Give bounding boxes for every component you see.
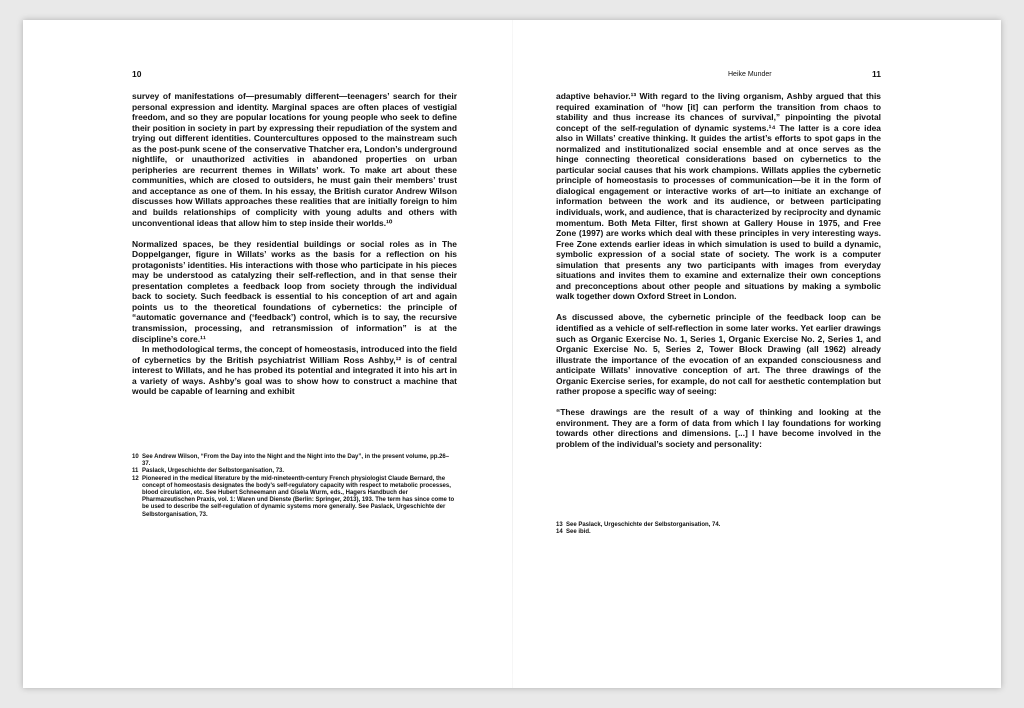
footnote-text: Paslack, Urgeschichte der Selbstorganisation, 73.	[142, 468, 285, 475]
body-text	[556, 91, 881, 450]
footnote-text: Pioneered in the medical literature by the mid-nineteenth-century French physiologist Claude Bernard, the concept of homeostasis designates the body’s self-regulatory capacity with respect to metabolic processes, blood circulation, etc. See Hubert Schneemann and Gisela Wurm, eds., Hagers Handbuch der Pharmazeutischen Praxis, vol. 1: Waren und Dienste (Berlin: Springer, 2013), 193. The term has since come to be used to describe the self-regulation of dynamic systems more generally. See Paslack, Urgeschichte der Selbstorganisation, 73.	[142, 475, 455, 518]
right-page	[512, 20, 1001, 688]
book-spread	[23, 20, 1001, 688]
footnote	[132, 454, 457, 468]
left-page	[23, 20, 512, 688]
paragraph: As discussed above, the cybernetic principle of the feedback loop can be identified as a vehicle of self-reflection in some later works. Yet earlier drawings such as Organic Exercise No. 1, Series 1, Organic Exercise No. 2, Series 1, and Organic Exercise No. 5, Series 2, Tower Block Drawing (all 1962) already illustrate the importance of the evocation of an expanded consciousness and anticipate Willats’ innovative conception of art. The three drawings of the Organic Exercise series, for example, do not call for aesthetic contemplation but rather propose a specific way of seeing:	[556, 312, 881, 397]
footnote-text: See Andrew Wilson, “From the Day into the Night and the Night into the Day”, in the present volume, pp.26–37.	[142, 454, 450, 468]
body-text	[132, 91, 457, 397]
paragraph: Normalized spaces, be they residential buildings or social roles as in The Doppelganger, figure in Willats’ works as the basis for a reflection on his protagonists’ identities. His interactions with those who participate in his pieces may be understood as catalyzing their self-reflection, and in that sense their presentation completes a feedback loop from society through the individual back to society. Such feedback is essential to his conception of art and again points us to the theoretical foundations of cybernetics: the principle of “automatic governance and (‘feedback’) control, which is to say, the recursive transmission, processing, and retransmission of information” is at the discipline’s core.¹¹	[132, 238, 457, 344]
footnote-text: See Paslack, Urgeschichte der Selbstorganisation, 74.	[566, 522, 721, 528]
footnote	[132, 468, 457, 475]
footnotes	[132, 454, 457, 519]
paragraph: adaptive behavior.¹³ With regard to the living organism, Ashby argued that this required examination of “how [it] can perform the transition from chaos to stability and thus increase its chances of survival,” pinpointing the pivotal concept of the self-regulation of dynamic systems.¹⁴ The latter is a core idea also in Willats’ creative thinking. It guides the artist’s efforts to spot gaps in the normalized and institutionalized social ensemble and at once serves as the hinge connecting theoretical considerations based on cybernetics to the particular social causes that his work champions. Willats applies the cybernetic principle of homeostasis to processes of communication—be it in the form of dialogical engagement or interactive works of art—to initiate an exchange of information between the work and its audience, or between participating individuals, work, and audience, that is characterized by reciprocity and dynamic momentum. Both Meta Filter, first shown at Gallery House in 1975, and Free Zone (1997) are works which deal with these principles in very interesting ways. Free Zone extends earlier ideas in which simulation is used to build a dynamic, symbolic expression of a social state of society. The work is a computer simulation that presents any two participants with images from everyday situations and invites them to examine and externalize their own conceptions and preconceptions about other people and situations by making a symbolic walk together down Oxford Street in London.	[556, 91, 881, 302]
footnote	[132, 476, 457, 519]
page-number: 11	[872, 69, 881, 79]
footnotes	[556, 522, 881, 536]
footnote-number: 13	[556, 522, 563, 528]
paragraph: survey of manifestations of—presumably different—teenagers’ search for their personal expression and identity. Marginal spaces are often places of vestigial freedom, and so they are popular locations for young people who seek to define their position in society in part by expressing their repudiation of the system and trying out different identities. Countercultures opposed to the mainstream such as the post-punk scene of the conservative Thatcher era, London’s underground nightlife, or unauthorized activities in abandoned properties on urban peripheries are recurrent themes in Willats’ work. To make art about these communities, which are closed to outsiders, he must gain their members’ trust and acceptance as one of them. In his essay, the British curator Andrew Wilson discusses how Willats approaches these realities that are initially foreign to him and builds relationships of complicity with young adults and others with unconventional ideas that allow him to step inside their worlds.¹⁰	[132, 91, 457, 228]
paragraph: In methodological terms, the concept of homeostasis, introduced into the field of cybernetics by the British psychiatrist William Ross Ashby,¹² is of central interest to Willats, and he has probed its potential and integrated it into his art in a variety of ways. Ashby’s goal was to show how to construct a machine that would be capable of learning and exhibit	[132, 344, 457, 397]
footnote	[556, 529, 881, 536]
footnote-number: 10	[132, 454, 139, 460]
block-quote: “These drawings are the result of a way of thinking and looking at the environment. They are a form of data from which I lay foundations for working towards other directions and dimensions. [...] I have become involved in the problem of the individual’s society and personality:	[556, 407, 881, 449]
footnote	[556, 522, 881, 529]
footnote-text: See ibid.	[566, 529, 591, 536]
page-number: 10	[132, 69, 142, 79]
footnote-number: 12	[132, 475, 139, 482]
footnote-number: 14	[556, 529, 563, 536]
footnote-number: 11	[132, 468, 139, 475]
running-head: Heike Munder	[728, 71, 772, 78]
